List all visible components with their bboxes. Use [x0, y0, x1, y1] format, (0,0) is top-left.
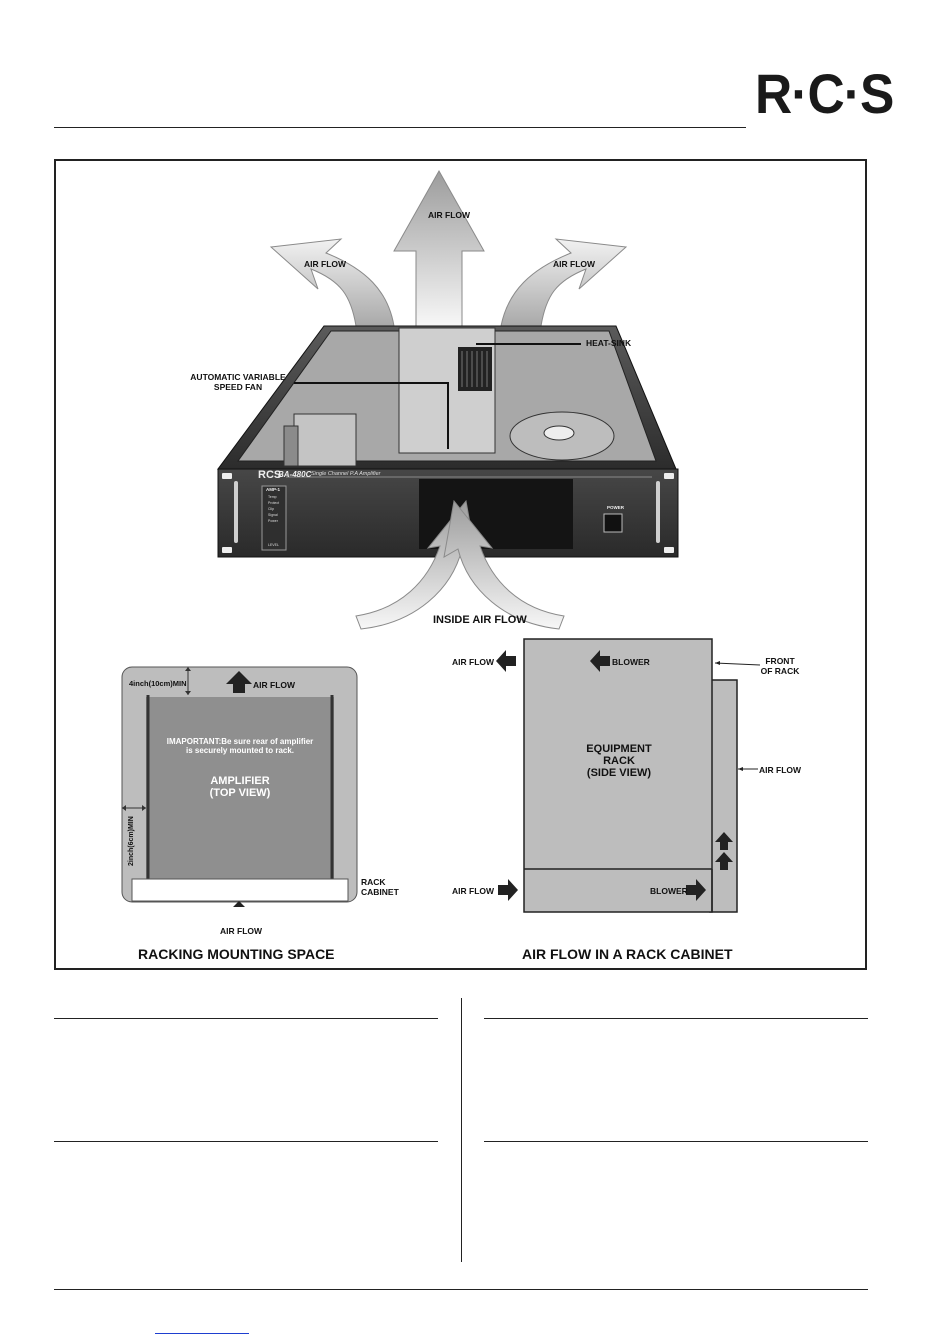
rack-cabinet-label [361, 877, 399, 897]
airflow-top-label: AIR FLOW [428, 210, 471, 220]
front-panel-desc: Single Channel P.A Amplifier [311, 471, 381, 477]
fan-label-line2: SPEED FAN [213, 382, 263, 392]
brand-logo: R·C·S [755, 62, 894, 125]
rack-airflow-caption: AIR FLOW IN A RACK CABINET [522, 946, 733, 962]
power-switch [604, 514, 622, 532]
power-label: POWER [607, 505, 625, 510]
column-divider [461, 998, 462, 1262]
blower-bottom-label: BLOWER [650, 886, 688, 896]
rack-space-airflow-top: AIR FLOW [253, 680, 296, 690]
amp-panel-item: Temp [268, 495, 277, 499]
airflow-arrow-up [394, 171, 484, 326]
section-rule-right-1 [484, 1018, 868, 1019]
airflow-left-label: AIR FLOW [304, 259, 347, 269]
amp-panel-item: Power [268, 519, 278, 523]
rack-front-rail [132, 879, 348, 901]
rack-airflow-right: AIR FLOW [759, 765, 802, 775]
heat-sink-label: HEAT-SINK [586, 338, 632, 348]
front-panel-model: BA-480C [278, 470, 312, 479]
section-rule-right-2 [484, 1141, 868, 1142]
equipment-rack-label [569, 743, 669, 779]
side-clearance-label: 2inch(6cm)MIN [128, 816, 135, 866]
fan-label-line1: AUTOMATIC VARIABLE [190, 372, 286, 382]
rack-airflow-left-bottom: AIR FLOW [452, 886, 495, 896]
amp-panel-item: Signal [268, 513, 278, 517]
rack-back-panel [710, 680, 737, 912]
level-label: LEVEL [268, 543, 279, 547]
front-panel-brand: RCS [258, 469, 282, 481]
important-note [150, 737, 330, 755]
amplifier-illustration [56, 161, 865, 631]
amp-panel-item: Protect [268, 501, 280, 505]
equipment-rack-line1: EQUIPMENT [586, 743, 652, 755]
amp-panel-item: Clip [268, 507, 275, 511]
fan-label [188, 372, 288, 392]
rack-cabinet-line2: CABINET [361, 887, 399, 897]
right-arrow-icon [498, 879, 518, 901]
airflow-arrow-left [271, 239, 394, 326]
front-of-rack-line1: FRONT [765, 656, 795, 666]
amplifier-label-line1: AMPLIFIER [210, 775, 270, 787]
left-arrow-icon [496, 650, 516, 672]
rack-space-caption: RACKING MOUNTING SPACE [138, 946, 335, 962]
important-note-line1: IMAPORTANT:Be sure rear of amplifier [166, 737, 314, 746]
front-of-rack-label [758, 656, 802, 676]
amplifier-label-line2: (TOP VIEW) [209, 787, 271, 799]
footer-rule [54, 1289, 868, 1290]
equipment-rack-line2: RACK [603, 755, 635, 767]
important-note-line2: is securely mounted to rack. [185, 746, 295, 755]
inside-airflow-label: INSIDE AIR FLOW [433, 614, 527, 626]
front-of-rack-line2: OF RACK [760, 666, 800, 676]
blower-top-label: BLOWER [612, 657, 650, 667]
top-clearance-label: 4inch(10cm)MIN [129, 679, 187, 688]
amp-panel-title: AMP-1 [266, 487, 281, 492]
airflow-right-label: AIR FLOW [553, 259, 596, 269]
rack-space-airflow-bottom: AIR FLOW [220, 926, 263, 936]
equipment-rack-line3: (SIDE VIEW) [586, 767, 652, 779]
rack-cabinet-line1: RACK [361, 877, 386, 887]
rack-airflow-left-top: AIR FLOW [452, 657, 495, 667]
footer-link-underline[interactable] [155, 1333, 249, 1334]
section-rule-left-1 [54, 1018, 438, 1019]
header-rule [54, 127, 746, 128]
amp-panel-items [268, 494, 279, 524]
section-rule-left-2 [54, 1141, 438, 1142]
airflow-arrow-right [501, 239, 626, 326]
amplifier-top-view-label [180, 775, 300, 799]
